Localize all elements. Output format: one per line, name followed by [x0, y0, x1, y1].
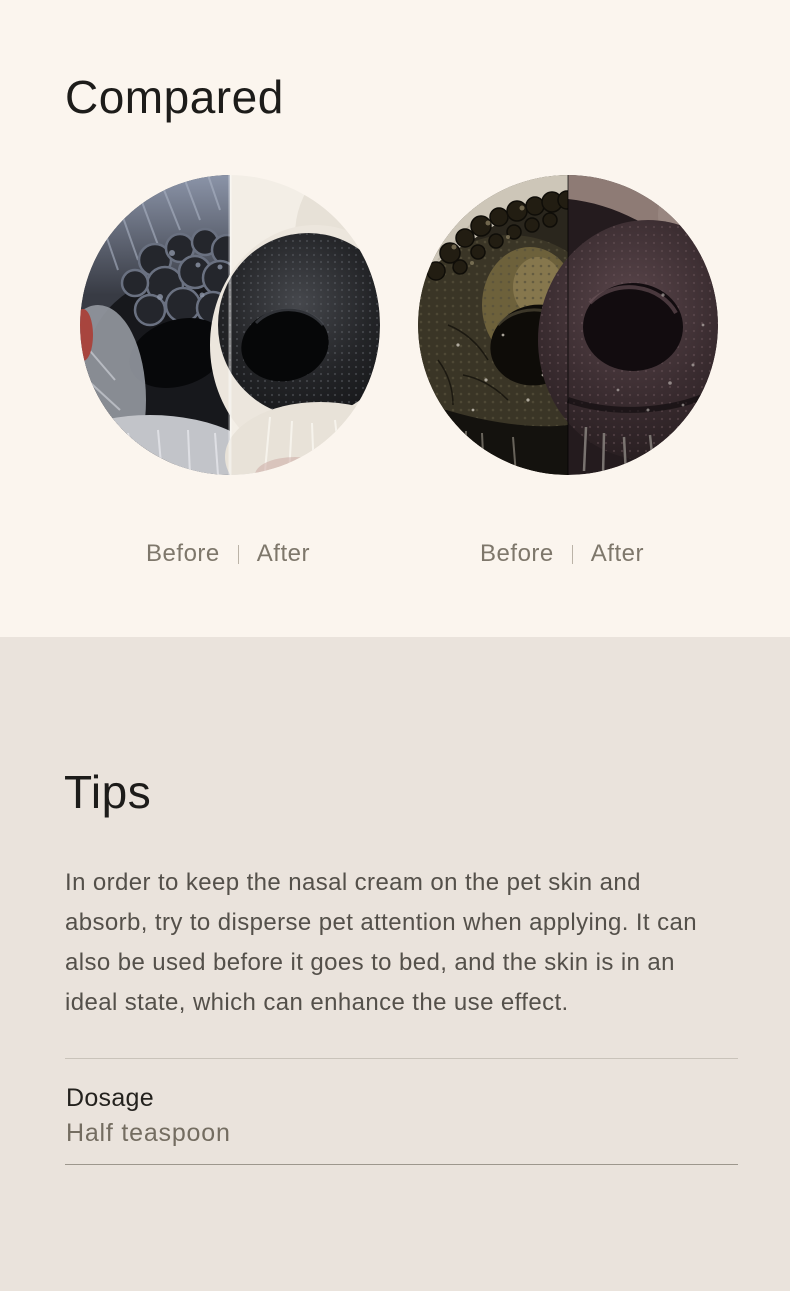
tips-body-line: In order to keep the nasal cream on the pet skin and	[65, 869, 641, 896]
tips-body-text	[65, 863, 697, 1023]
label-divider	[572, 545, 573, 564]
compared-title: Compared	[65, 71, 284, 123]
dog-nose-before-after-image-2	[418, 175, 718, 475]
dosage-label: Dosage	[66, 1084, 154, 1112]
tips-title: Tips	[64, 766, 152, 818]
dosage-value: Half teaspoon	[66, 1119, 231, 1147]
tips-body-line: ideal state, which can enhance the use effect.	[65, 989, 569, 1016]
before-after-labels-1	[78, 540, 378, 568]
comparison-photo-1	[80, 175, 380, 475]
label-divider	[238, 545, 239, 564]
comparison-photo-2	[418, 175, 718, 475]
after-label: After	[256, 540, 310, 567]
after-label: After	[590, 540, 644, 567]
divider-line-bottom	[65, 1164, 738, 1165]
tips-body-line: also be used before it goes to bed, and the skin is in an	[65, 949, 675, 976]
before-after-labels-2	[412, 540, 712, 568]
dog-nose-before-after-image-1	[80, 175, 380, 475]
before-label: Before	[480, 540, 554, 567]
tips-section	[0, 637, 790, 1291]
compared-section	[0, 0, 790, 637]
before-label: Before	[146, 540, 220, 567]
tips-body-line: absorb, try to disperse pet attention when applying. It can	[65, 909, 697, 936]
divider-line-top	[65, 1058, 738, 1059]
